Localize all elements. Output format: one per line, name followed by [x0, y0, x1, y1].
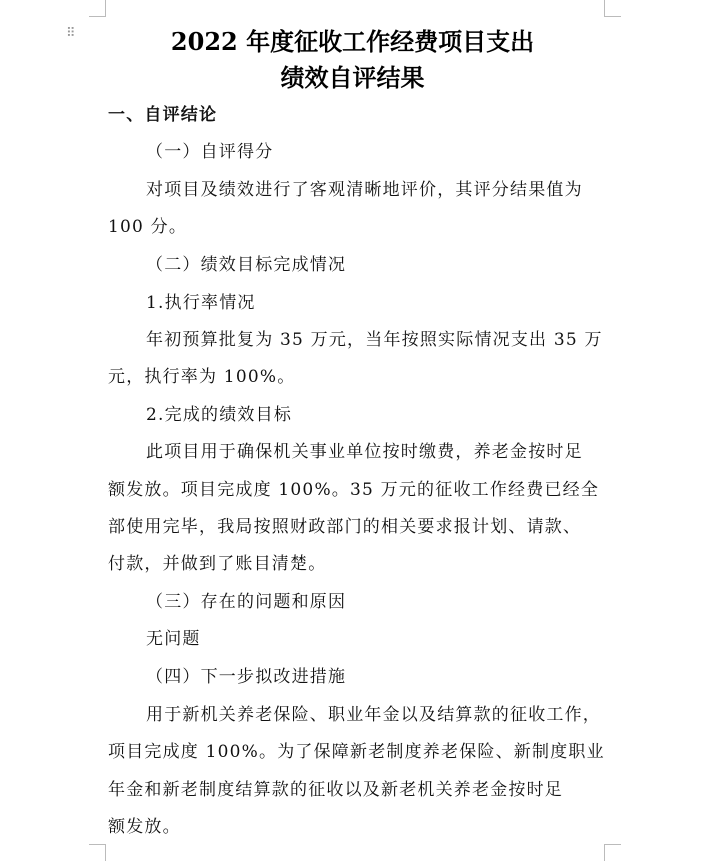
- paragraph-line: 额发放。: [108, 817, 181, 837]
- paragraph-line: 元，执行率为 100%。: [108, 367, 296, 387]
- document-title-line2: 绩效自评结果: [280, 63, 425, 92]
- subsection-completed-goals: 2.完成的绩效目标: [146, 405, 293, 425]
- heading-self-evaluation-conclusion: 一、自评结论: [108, 105, 218, 125]
- paragraph-line: 用于新机关养老保险、职业年金以及结算款的征收工作，: [146, 705, 601, 725]
- paragraph-line: 年初预算批复为 35 万元，当年按照实际情况支出 35 万: [146, 330, 603, 350]
- section-problems: （三）存在的问题和原因: [146, 592, 347, 612]
- crop-mark-bottom-right: [604, 844, 621, 861]
- paragraph-line: 部使用完毕，我局按照财政部门的相关要求报计划、请款、: [108, 517, 582, 537]
- paragraph-line: 无问题: [146, 629, 201, 649]
- drag-handle-icon[interactable]: ⠿: [66, 26, 77, 41]
- section-score: （一）自评得分: [146, 142, 274, 162]
- subsection-execution-rate: 1.执行率情况: [146, 293, 256, 313]
- crop-mark-top-right: [604, 0, 621, 17]
- crop-mark-top-left: [89, 0, 106, 17]
- paragraph-line: 100 分。: [108, 217, 188, 237]
- document-title-line1: 2022 年度征收工作经费项目支出: [170, 27, 535, 56]
- paragraph-line: 对项目及绩效进行了客观清晰地评价，其评分结果值为: [146, 180, 583, 200]
- paragraph-line: 项目完成度 100%。为了保障新老制度养老保险、新制度职业: [108, 742, 605, 762]
- paragraph-line: 此项目用于确保机关事业单位按时缴费，养老金按时足: [146, 442, 583, 462]
- paragraph-line: 付款，并做到了账目清楚。: [108, 554, 327, 574]
- section-next-steps: （四）下一步拟改进措施: [146, 667, 347, 687]
- paragraph-line: 额发放。项目完成度 100%。35 万元的征收工作经费已经全: [108, 480, 600, 500]
- crop-mark-bottom-left: [89, 844, 106, 861]
- paragraph-line: 年金和新老制度结算款的征收以及新老机关养老金按时足: [108, 780, 563, 800]
- section-goal-completion: （二）绩效目标完成情况: [146, 255, 347, 275]
